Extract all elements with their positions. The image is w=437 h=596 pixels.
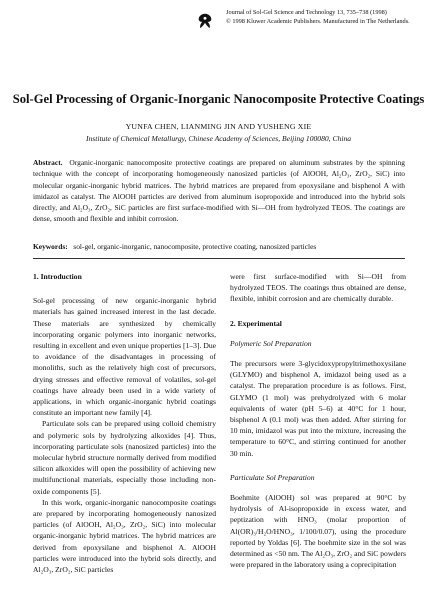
section-heading-experimental: 2. Experimental	[230, 318, 282, 328]
subsection-heading-polymeric: Polymeric Sol Preparation	[230, 338, 312, 348]
section-divider	[33, 258, 405, 259]
paragraph: were first surface-modified with Si—OH from hydrolyzed TEOS. The coatings thus obtained are dense, flexible, inhibit corrosion and are chemically durable.	[230, 272, 406, 304]
kluwer-logo-icon	[196, 12, 214, 30]
abstract-text: Organic-inorganic nanocomposite protective coatings are prepared on aluminum substrates by the spinning technique with the concept of incorporating homogeneously nanosized particles (of AlOOH, Al₂O₃, ZrO₂, SiC) into molecular organic-inorganic hybrid matrices. The hybrid matrices are prepared from epoxysilane and bisphenol A with imidazol as catalyst. The AlOOH particles are derived from aluminum isopropoxide and introduced into the hybrid sols directly, and Al₂O₃, ZrO₂, SiC particles are first surface-modified with Si—OH from hydrolyzed TEOS. The coatings are dense, smooth and flexible and inhibit corrosion.	[33, 158, 405, 224]
paper-affiliation: Institute of Chemical Metallurgy, Chinese Academy of Sciences, Beijing 100080, China	[85, 134, 352, 143]
paper-title: Sol-Gel Processing of Organic-Inorganic Nanocomposite Protective Coatings	[12, 92, 425, 106]
paragraph: Sol-gel processing of new organic-inorganic hybrid materials has gained increased interest in the last decade. These materials are synthesized by chemically incorporating organic polymers into inorganic networks, resulting in excellent and even unique properties [1–3]. Due to avoidance of the disadvantages in processing of monoliths, such as the relatively high cost of precursors, drying stresses and effective removal of volatiles, sol-gel coatings have already been used in a wide variety of applications, in which organic-inorganic hybrid coatings constitute an important new family [4].	[33, 296, 216, 418]
abstract-label: Abstract.	[33, 158, 63, 167]
left-column	[33, 271, 216, 575]
paragraph: The precursors were 3-glycidoxypropyltrimethoxysilane (GLYMO) and bisphenol A, imidazol being used as a catalyst. The preparation procedure is as follows. First, GLYMO (1 mol) was prehydrolyzed with 6 molar equivalents of water (pH 5–6) at 40°C for 1 hour, bisphenol A (0.1 mol) was then added. After stirring for 10 min, imidazol was put into the mixture, increasing the temperature to 60°C, and stirring continued for another 30 min.	[230, 359, 406, 458]
paragraph: Boehmite (AlOOH) sol was prepared at 90°C by hydrolysis of Al-isopropoxide in excess water, and peptization with HNO₃ (molar proportion of Al(OR)₃/H₂O/HNO₃, 1/100/0.07), using the procedure reported by Yoldas [6]. The boehmite size in the sol was determined as <50 nm. The Al₂O₃, ZrO₂ and SiC powders were prepared in the laboratory using a coprecipitation	[230, 493, 406, 570]
paper-authors: YUNFA CHEN, LIANMING JIN AND YUSHENG XIE	[125, 122, 312, 131]
abstract	[33, 157, 405, 225]
copyright-line: © 1998 Kluwer Academic Publishers. Manufactured in The Netherlands.	[226, 17, 410, 25]
paragraph: In this work, organic-inorganic nanocomposite coatings are prepared by incorporating homogeneously nanosized particles (of AlOOH, Al₂O₃, ZrO₂, SiC) into molecular organic-inorganic hybrid matrices. The hybrid matrices are derived from epoxysilane and bisphenol A. AlOOH particles were introduced into the hybrid sols directly, and Al₂O₃, ZrO₂, SiC particles	[33, 497, 216, 575]
keywords	[33, 241, 405, 252]
section-heading-introduction: 1. Introduction	[33, 272, 82, 281]
subsection-heading-particulate: Particulate Sol Preparation	[230, 472, 315, 482]
keywords-label: Keywords:	[33, 242, 68, 251]
paragraph: Particulate sols can be prepared using colloid chemistry and polymeric sols by hydrolyzing alkoxides [4]. Thus, incorporating particulate sols (nanosized particles) into the molecular hybrid structure normally derived from modified silicon alkoxides will open the possibility of achieving new multifunctional materials, especially those including non-oxide components [5].	[33, 419, 216, 496]
keywords-text: sol-gel, organic-inorganic, nanocomposite, protective coating, nanosized particles	[73, 242, 317, 251]
right-column	[230, 271, 406, 570]
journal-line: Journal of Sol-Gel Science and Technology 13, 735–738 (1998)	[226, 9, 387, 16]
journal-header	[226, 9, 431, 26]
